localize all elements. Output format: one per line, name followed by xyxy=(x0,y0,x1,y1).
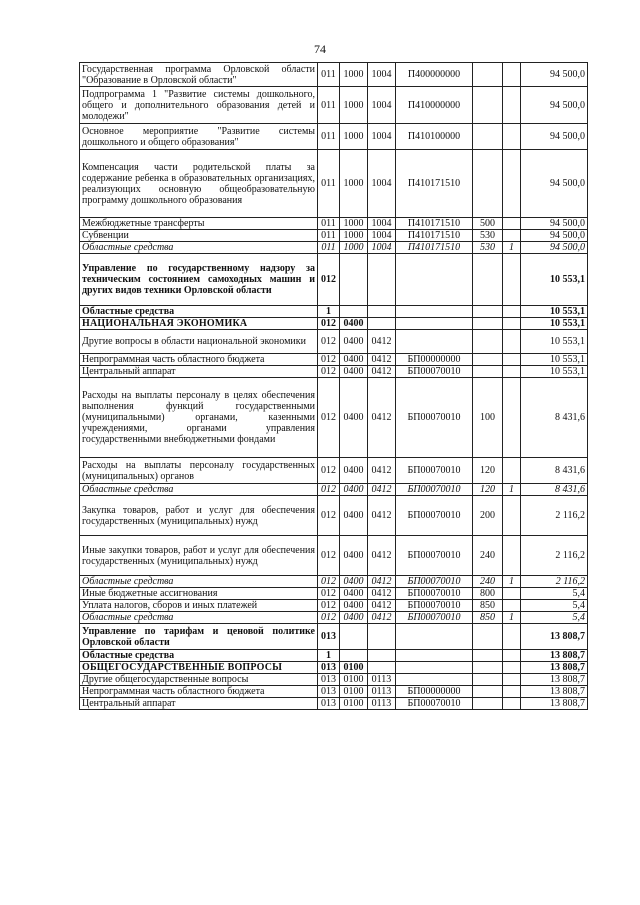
row-amount: 2 116,2 xyxy=(521,576,588,588)
row-name: Областные средства xyxy=(80,612,318,624)
row-amount: 8 431,6 xyxy=(521,378,588,458)
row-amount: 5,4 xyxy=(521,600,588,612)
row-subsection-code xyxy=(368,318,396,330)
row-expense-type-code: 530 xyxy=(473,242,503,254)
row-target-item-code: БП00070010 xyxy=(396,698,473,710)
row-subsection-code: 0412 xyxy=(368,366,396,378)
table-row xyxy=(80,230,588,242)
row-amount: 13 808,7 xyxy=(521,624,588,650)
row-section-code: 0400 xyxy=(340,576,368,588)
row-ministry-code: 013 xyxy=(318,662,340,674)
row-section-code: 1000 xyxy=(340,87,368,124)
table-row xyxy=(80,686,588,698)
row-amount: 5,4 xyxy=(521,612,588,624)
row-expense-type-code xyxy=(473,354,503,366)
row-name: Основное мероприятие "Развитие системы дошкольного и общего образования" xyxy=(80,124,318,150)
row-target-item-code: БП00070010 xyxy=(396,588,473,600)
row-section-code: 1000 xyxy=(340,150,368,218)
table-row xyxy=(80,87,588,124)
row-expense-type-code xyxy=(473,150,503,218)
row-section-code: 0100 xyxy=(340,698,368,710)
row-subsection-code: 0412 xyxy=(368,484,396,496)
row-subsection-code: 0412 xyxy=(368,496,396,536)
row-section-code: 0400 xyxy=(340,354,368,366)
row-source-code xyxy=(503,662,521,674)
row-target-item-code: П410000000 xyxy=(396,87,473,124)
row-subsection-code: 0412 xyxy=(368,612,396,624)
row-subsection-code: 1004 xyxy=(368,124,396,150)
row-source-code xyxy=(503,624,521,650)
row-name: Центральный аппарат xyxy=(80,698,318,710)
row-source-code xyxy=(503,218,521,230)
row-expense-type-code: 850 xyxy=(473,600,503,612)
row-source-code xyxy=(503,458,521,484)
row-ministry-code: 013 xyxy=(318,698,340,710)
row-target-item-code: БП00070010 xyxy=(396,366,473,378)
row-ministry-code: 013 xyxy=(318,674,340,686)
row-expense-type-code xyxy=(473,698,503,710)
row-source-code xyxy=(503,378,521,458)
row-expense-type-code xyxy=(473,674,503,686)
row-expense-type-code xyxy=(473,306,503,318)
table-row xyxy=(80,662,588,674)
row-subsection-code xyxy=(368,624,396,650)
table-row xyxy=(80,124,588,150)
table-row xyxy=(80,588,588,600)
row-ministry-code: 012 xyxy=(318,600,340,612)
row-section-code xyxy=(340,254,368,306)
row-amount: 94 500,0 xyxy=(521,218,588,230)
row-ministry-code: 011 xyxy=(318,218,340,230)
table-row xyxy=(80,63,588,87)
row-target-item-code: БП00000000 xyxy=(396,354,473,366)
table-row xyxy=(80,354,588,366)
row-section-code: 0400 xyxy=(340,496,368,536)
row-expense-type-code: 240 xyxy=(473,536,503,576)
row-amount: 10 553,1 xyxy=(521,318,588,330)
row-subsection-code: 0412 xyxy=(368,536,396,576)
row-subsection-code xyxy=(368,662,396,674)
row-subsection-code: 0412 xyxy=(368,588,396,600)
row-target-item-code: БП00070010 xyxy=(396,484,473,496)
table-row xyxy=(80,698,588,710)
row-source-code xyxy=(503,230,521,242)
row-ministry-code: 011 xyxy=(318,87,340,124)
row-target-item-code: П410171510 xyxy=(396,150,473,218)
row-target-item-code: П410171510 xyxy=(396,242,473,254)
row-source-code: 1 xyxy=(503,242,521,254)
row-source-code xyxy=(503,650,521,662)
row-expense-type-code xyxy=(473,254,503,306)
table-row xyxy=(80,536,588,576)
row-name: Подпрограмма 1 "Развитие системы дошкольного, общего и дополнительного образования детей и молодежи" xyxy=(80,87,318,124)
row-subsection-code: 1004 xyxy=(368,218,396,230)
row-expense-type-code xyxy=(473,63,503,87)
row-section-code xyxy=(340,624,368,650)
row-amount: 94 500,0 xyxy=(521,230,588,242)
row-amount: 2 116,2 xyxy=(521,496,588,536)
row-target-item-code: П410100000 xyxy=(396,124,473,150)
row-section-code: 0400 xyxy=(340,330,368,354)
row-source-code xyxy=(503,588,521,600)
row-ministry-code: 012 xyxy=(318,354,340,366)
budget-table-body xyxy=(80,63,588,710)
row-ministry-code: 011 xyxy=(318,230,340,242)
row-ministry-code: 011 xyxy=(318,63,340,87)
row-section-code: 0400 xyxy=(340,458,368,484)
row-source-code xyxy=(503,63,521,87)
row-target-item-code: БП00070010 xyxy=(396,536,473,576)
row-expense-type-code: 100 xyxy=(473,378,503,458)
table-row xyxy=(80,218,588,230)
row-subsection-code: 0412 xyxy=(368,576,396,588)
row-expense-type-code xyxy=(473,124,503,150)
row-subsection-code: 1004 xyxy=(368,242,396,254)
row-amount: 13 808,7 xyxy=(521,686,588,698)
row-subsection-code xyxy=(368,306,396,318)
row-section-code: 1000 xyxy=(340,124,368,150)
row-ministry-code: 011 xyxy=(318,242,340,254)
row-source-code: 1 xyxy=(503,484,521,496)
row-amount: 94 500,0 xyxy=(521,87,588,124)
row-ministry-code: 012 xyxy=(318,536,340,576)
row-amount: 10 553,1 xyxy=(521,254,588,306)
row-source-code xyxy=(503,698,521,710)
row-amount: 13 808,7 xyxy=(521,674,588,686)
row-target-item-code: БП00070010 xyxy=(396,378,473,458)
row-ministry-code: 012 xyxy=(318,588,340,600)
row-name: Закупка товаров, работ и услуг для обеспечения государственных (муниципальных) нужд xyxy=(80,496,318,536)
row-name: Другие вопросы в области национальной экономики xyxy=(80,330,318,354)
row-target-item-code xyxy=(396,662,473,674)
row-ministry-code: 1 xyxy=(318,650,340,662)
row-subsection-code: 0412 xyxy=(368,378,396,458)
table-row xyxy=(80,458,588,484)
row-ministry-code: 012 xyxy=(318,458,340,484)
row-subsection-code: 0113 xyxy=(368,686,396,698)
row-ministry-code: 013 xyxy=(318,686,340,698)
table-row xyxy=(80,650,588,662)
row-subsection-code: 1004 xyxy=(368,230,396,242)
table-row xyxy=(80,150,588,218)
row-expense-type-code: 800 xyxy=(473,588,503,600)
row-subsection-code: 1004 xyxy=(368,63,396,87)
row-section-code: 1000 xyxy=(340,218,368,230)
row-amount: 10 553,1 xyxy=(521,330,588,354)
row-target-item-code xyxy=(396,624,473,650)
row-name: Компенсация части родительской платы за содержание ребенка в образовательных организациях, реализующих основную общеобразовательную программу дошкольного образования xyxy=(80,150,318,218)
row-name: Областные средства xyxy=(80,650,318,662)
row-target-item-code xyxy=(396,674,473,686)
row-expense-type-code xyxy=(473,662,503,674)
row-name: Расходы на выплаты персоналу государственных (муниципальных) органов xyxy=(80,458,318,484)
row-section-code: 1000 xyxy=(340,63,368,87)
row-name: Непрограммная часть областного бюджета xyxy=(80,354,318,366)
row-subsection-code: 0113 xyxy=(368,674,396,686)
row-expense-type-code: 120 xyxy=(473,484,503,496)
row-amount: 13 808,7 xyxy=(521,650,588,662)
table-row xyxy=(80,330,588,354)
row-source-code xyxy=(503,124,521,150)
table-row xyxy=(80,484,588,496)
row-target-item-code: БП00070010 xyxy=(396,458,473,484)
row-target-item-code: П410171510 xyxy=(396,218,473,230)
row-target-item-code: БП00070010 xyxy=(396,612,473,624)
row-subsection-code: 0412 xyxy=(368,354,396,366)
row-name: Областные средства xyxy=(80,242,318,254)
row-section-code: 0400 xyxy=(340,612,368,624)
row-target-item-code: БП00000000 xyxy=(396,686,473,698)
row-source-code xyxy=(503,674,521,686)
row-source-code xyxy=(503,686,521,698)
row-subsection-code: 1004 xyxy=(368,87,396,124)
table-row xyxy=(80,576,588,588)
row-section-code: 0400 xyxy=(340,484,368,496)
row-target-item-code: БП00070010 xyxy=(396,496,473,536)
row-source-code xyxy=(503,330,521,354)
row-expense-type-code: 120 xyxy=(473,458,503,484)
row-ministry-code: 012 xyxy=(318,378,340,458)
row-name: Иные бюджетные ассигнования xyxy=(80,588,318,600)
row-section-code: 1000 xyxy=(340,242,368,254)
table-row xyxy=(80,254,588,306)
row-expense-type-code: 530 xyxy=(473,230,503,242)
table-row xyxy=(80,674,588,686)
row-name: Областные средства xyxy=(80,484,318,496)
row-section-code: 0400 xyxy=(340,536,368,576)
row-name: Государственная программа Орловской области "Образование в Орловской области" xyxy=(80,63,318,87)
row-name: Областные средства xyxy=(80,576,318,588)
row-amount: 94 500,0 xyxy=(521,63,588,87)
row-expense-type-code xyxy=(473,650,503,662)
row-name: Областные средства xyxy=(80,306,318,318)
row-name: Иные закупки товаров, работ и услуг для обеспечения государственных (муниципальных) нужд xyxy=(80,536,318,576)
row-ministry-code: 012 xyxy=(318,576,340,588)
row-ministry-code: 012 xyxy=(318,330,340,354)
row-amount: 13 808,7 xyxy=(521,698,588,710)
row-name: Субвенции xyxy=(80,230,318,242)
row-subsection-code: 0412 xyxy=(368,330,396,354)
row-section-code: 0100 xyxy=(340,662,368,674)
row-source-code xyxy=(503,254,521,306)
row-expense-type-code xyxy=(473,624,503,650)
row-expense-type-code: 200 xyxy=(473,496,503,536)
row-target-item-code: БП00070010 xyxy=(396,576,473,588)
table-row xyxy=(80,306,588,318)
row-name: Межбюджетные трансферты xyxy=(80,218,318,230)
row-subsection-code: 0412 xyxy=(368,458,396,484)
row-source-code: 1 xyxy=(503,576,521,588)
row-source-code xyxy=(503,600,521,612)
row-section-code: 1000 xyxy=(340,230,368,242)
table-row xyxy=(80,612,588,624)
row-source-code xyxy=(503,354,521,366)
row-expense-type-code: 240 xyxy=(473,576,503,588)
row-ministry-code: 012 xyxy=(318,318,340,330)
row-target-item-code xyxy=(396,318,473,330)
row-target-item-code: БП00070010 xyxy=(396,600,473,612)
row-ministry-code: 013 xyxy=(318,624,340,650)
row-name: Уплата налогов, сборов и иных платежей xyxy=(80,600,318,612)
row-section-code: 0400 xyxy=(340,588,368,600)
row-source-code xyxy=(503,366,521,378)
table-row xyxy=(80,242,588,254)
row-amount: 2 116,2 xyxy=(521,536,588,576)
row-target-item-code: П400000000 xyxy=(396,63,473,87)
row-subsection-code xyxy=(368,650,396,662)
row-target-item-code xyxy=(396,650,473,662)
row-amount: 94 500,0 xyxy=(521,242,588,254)
table-row xyxy=(80,366,588,378)
row-expense-type-code: 850 xyxy=(473,612,503,624)
row-ministry-code: 012 xyxy=(318,254,340,306)
row-section-code: 0400 xyxy=(340,318,368,330)
row-section-code: 0100 xyxy=(340,674,368,686)
budget-table xyxy=(79,62,588,710)
row-source-code xyxy=(503,318,521,330)
row-name: Центральный аппарат xyxy=(80,366,318,378)
row-source-code xyxy=(503,536,521,576)
row-name: ОБЩЕГОСУДАРСТВЕННЫЕ ВОПРОСЫ xyxy=(80,662,318,674)
table-row xyxy=(80,496,588,536)
row-subsection-code: 1004 xyxy=(368,150,396,218)
row-expense-type-code xyxy=(473,330,503,354)
row-section-code xyxy=(340,650,368,662)
row-expense-type-code xyxy=(473,366,503,378)
row-target-item-code xyxy=(396,330,473,354)
row-source-code xyxy=(503,150,521,218)
row-subsection-code: 0113 xyxy=(368,698,396,710)
row-name: Непрограммная часть областного бюджета xyxy=(80,686,318,698)
row-expense-type-code xyxy=(473,686,503,698)
row-ministry-code: 012 xyxy=(318,484,340,496)
row-amount: 94 500,0 xyxy=(521,124,588,150)
table-row xyxy=(80,378,588,458)
row-source-code xyxy=(503,306,521,318)
row-subsection-code: 0412 xyxy=(368,600,396,612)
row-ministry-code: 011 xyxy=(318,124,340,150)
table-row xyxy=(80,318,588,330)
row-target-item-code: П410171510 xyxy=(396,230,473,242)
row-ministry-code: 012 xyxy=(318,612,340,624)
row-amount: 94 500,0 xyxy=(521,150,588,218)
row-target-item-code xyxy=(396,254,473,306)
row-amount: 8 431,6 xyxy=(521,484,588,496)
row-ministry-code: 011 xyxy=(318,150,340,218)
row-section-code: 0400 xyxy=(340,600,368,612)
row-subsection-code xyxy=(368,254,396,306)
row-section-code: 0100 xyxy=(340,686,368,698)
table-row xyxy=(80,624,588,650)
row-amount: 8 431,6 xyxy=(521,458,588,484)
row-section-code: 0400 xyxy=(340,366,368,378)
row-source-code xyxy=(503,87,521,124)
row-expense-type-code xyxy=(473,318,503,330)
row-ministry-code: 012 xyxy=(318,366,340,378)
row-name: Другие общегосударственные вопросы xyxy=(80,674,318,686)
page-number: 74 xyxy=(314,42,326,56)
row-expense-type-code xyxy=(473,87,503,124)
row-ministry-code: 1 xyxy=(318,306,340,318)
row-target-item-code xyxy=(396,306,473,318)
row-name: НАЦИОНАЛЬНАЯ ЭКОНОМИКА xyxy=(80,318,318,330)
row-amount: 10 553,1 xyxy=(521,366,588,378)
table-row xyxy=(80,600,588,612)
row-name: Управление по тарифам и ценовой политике Орловской области xyxy=(80,624,318,650)
row-name: Управление по государственному надзору за техническим состоянием самоходных машин и других видов техники Орловской области xyxy=(80,254,318,306)
row-amount: 5,4 xyxy=(521,588,588,600)
row-section-code xyxy=(340,306,368,318)
row-amount: 13 808,7 xyxy=(521,662,588,674)
row-amount: 10 553,1 xyxy=(521,306,588,318)
row-source-code xyxy=(503,496,521,536)
row-ministry-code: 012 xyxy=(318,496,340,536)
row-source-code: 1 xyxy=(503,612,521,624)
row-expense-type-code: 500 xyxy=(473,218,503,230)
row-section-code: 0400 xyxy=(340,378,368,458)
row-amount: 10 553,1 xyxy=(521,354,588,366)
row-name: Расходы на выплаты персоналу в целях обеспечения выполнения функций государственными (муниципальными) органами, казенными учреждениями, органами управления государственными внебюджетными фондами xyxy=(80,378,318,458)
